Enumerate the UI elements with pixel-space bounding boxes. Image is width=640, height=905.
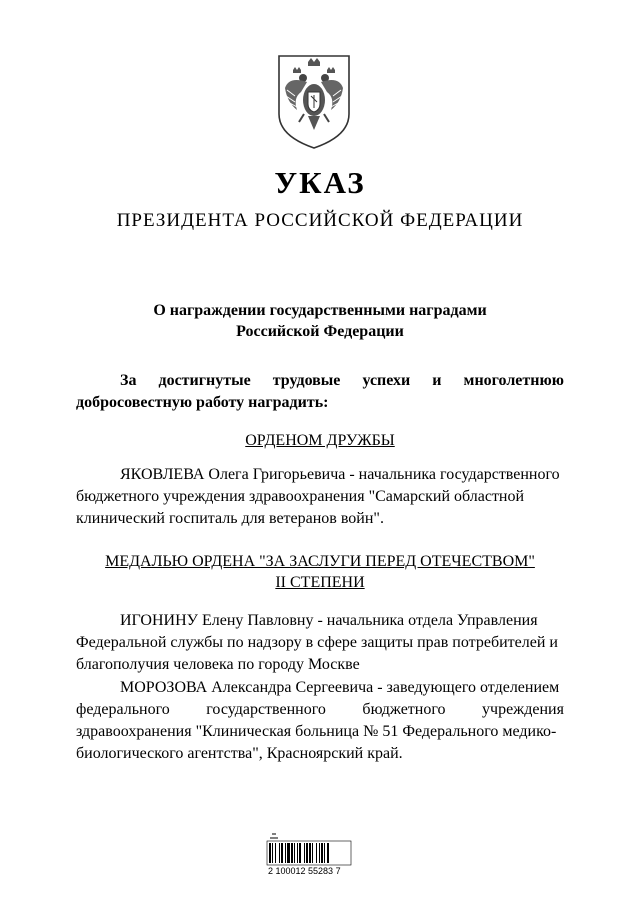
- barcode-bar: [275, 843, 276, 863]
- award-recipient-entry: [76, 610, 564, 676]
- barcode-bar: [269, 843, 271, 863]
- entry-line: клинический госпиталь для ветеранов войн".: [76, 510, 384, 527]
- intro-word: трудовые: [272, 372, 341, 389]
- document-subtitle: ПРЕЗИДЕНТА РОССИЙСКОЙ ФЕДЕРАЦИИ: [116, 210, 524, 231]
- barcode-bar: [287, 843, 290, 863]
- barcode-number: 2 100012 55283 7: [268, 866, 341, 876]
- barcode-bar: [299, 843, 301, 863]
- decree-intro: [76, 370, 564, 414]
- award-heading-order-of-friendship: ОРДЕНОМ ДРУЖБЫ: [245, 432, 395, 449]
- entry-word: бюджетного: [362, 701, 446, 718]
- subject-line: Российской Федерации: [236, 323, 404, 340]
- entry-line: Федеральной службы по надзору в сфере защиты прав потребителей и: [76, 634, 558, 651]
- barcode-bar: [297, 843, 298, 863]
- entry-line: [76, 699, 564, 721]
- barcode-bar: [327, 843, 329, 863]
- entry-line: ЯКОВЛЕВА Олега Григорьевича - начальника государственного: [120, 466, 560, 483]
- entry-word: федерального: [76, 701, 170, 718]
- barcode-bar: [281, 843, 283, 863]
- award-recipient-entry: [76, 464, 564, 530]
- intro-word: успехи: [362, 372, 411, 389]
- barcode-bar: [309, 843, 311, 863]
- entry-line: здравоохранения "Клиническая больница № 51 Федерального медико-: [76, 723, 557, 740]
- barcode-bar: [319, 843, 320, 863]
- entry-line: бюджетного учреждения здравоохранения "Самарский областной: [76, 488, 525, 505]
- decree-subject: [0, 300, 640, 342]
- barcode-bar: [294, 843, 295, 863]
- barcode-bar: [312, 843, 313, 863]
- intro-word: и: [432, 372, 442, 389]
- intro-word: многолетнюю: [463, 372, 564, 389]
- award-heading-medal: [0, 551, 640, 593]
- barcode-bar: [306, 843, 308, 863]
- intro-word: достигнутые: [158, 372, 251, 389]
- barcode-bar: [285, 843, 286, 863]
- barcode-bar: [324, 843, 325, 863]
- award-recipient-entry: [76, 677, 564, 765]
- award-heading-line: МЕДАЛЬЮ ОРДЕНА "ЗА ЗАСЛУГИ ПЕРЕД ОТЕЧЕСТВОМ": [105, 553, 535, 570]
- entry-word: учреждения: [482, 701, 564, 718]
- entry-word: государственного: [206, 701, 326, 718]
- entry-line: биологического агентства", Красноярский край.: [76, 745, 403, 762]
- barcode-bar: [304, 843, 305, 863]
- barcode-bar: [316, 843, 317, 863]
- entry-line: ИГОНИНУ Елену Павловну - начальника отдела Управления: [120, 612, 538, 629]
- entry-line: МОРОЗОВА Александра Сергеевича - заведующего отделением: [120, 679, 560, 696]
- entry-line: благополучия человека по городу Москве: [76, 656, 360, 673]
- barcode-bar: [272, 843, 273, 863]
- barcode-bar: [279, 843, 280, 863]
- coat-of-arms-icon: [275, 52, 353, 150]
- intro-line: добросовестную работу наградить:: [76, 394, 329, 411]
- barcode-bar: [321, 843, 323, 863]
- award-heading-line: II СТЕПЕНИ: [275, 574, 365, 591]
- intro-line: [76, 370, 564, 392]
- barcode-bar: [291, 843, 293, 863]
- subject-line: О награждении государственными наградами: [153, 302, 487, 319]
- document-title: УКАЗ: [274, 165, 366, 200]
- intro-word: За: [120, 372, 137, 389]
